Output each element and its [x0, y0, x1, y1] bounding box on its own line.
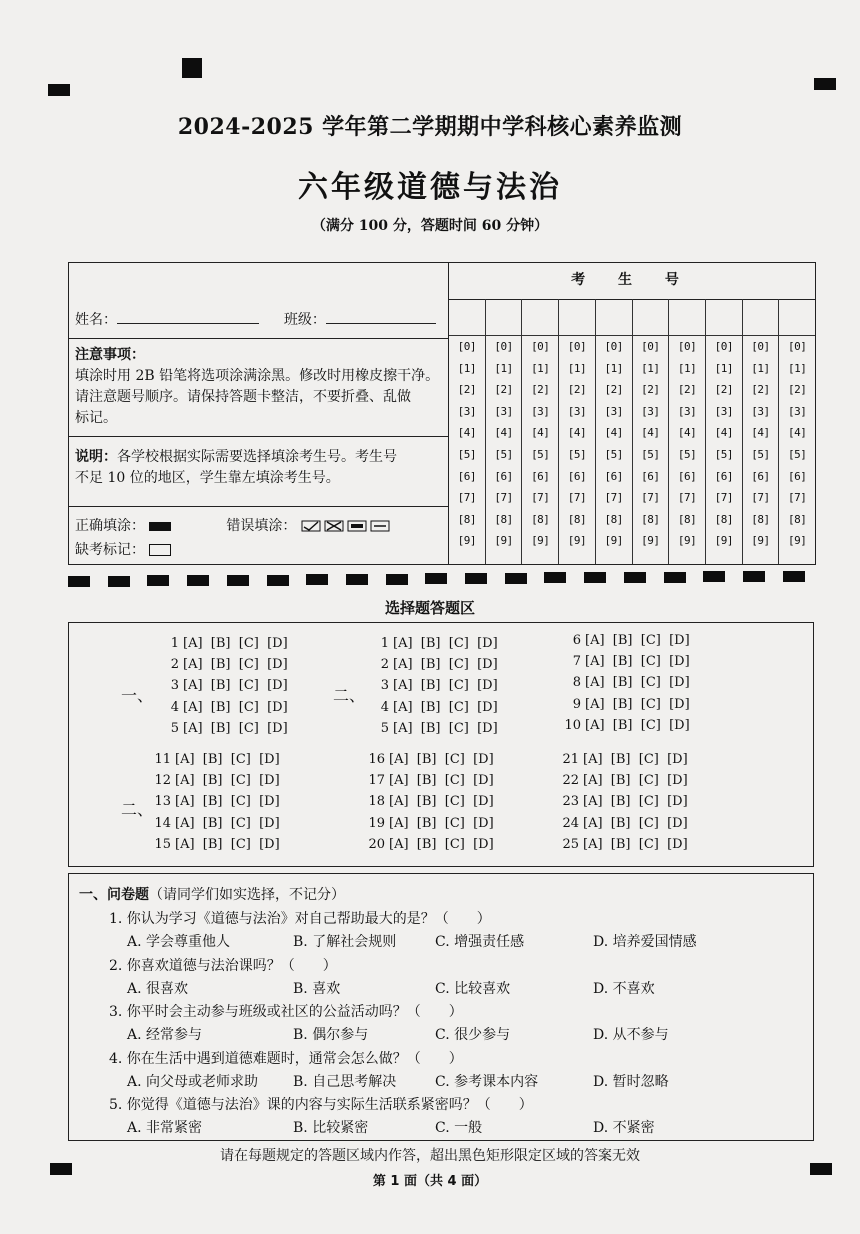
exam-number-title: 考 生 号	[449, 263, 815, 300]
question-number: 2	[380, 657, 389, 673]
digit-bubble[interactable]: [8]	[494, 512, 513, 526]
answer-row[interactable]	[365, 816, 494, 831]
survey-option[interactable]: B. 自己思考解决	[293, 1073, 397, 1090]
survey-section	[68, 873, 814, 1141]
option-bubbles[interactable]: [A] [B] [C] [D]	[389, 752, 494, 767]
student-info-box	[68, 262, 816, 565]
survey-heading: 一、问卷题	[79, 887, 149, 903]
name-field[interactable]	[117, 309, 259, 324]
question-number: 5	[170, 720, 179, 736]
digit-bubble[interactable]: [1]	[714, 361, 733, 375]
timing-mark	[227, 575, 249, 586]
option-bubbles[interactable]: [A] [B] [C] [D]	[183, 657, 288, 673]
digit-bubble[interactable]: [2]	[457, 383, 477, 397]
group-label: 一、	[121, 686, 154, 705]
digit-bubble[interactable]: [5]	[604, 447, 623, 461]
question-number: 19	[368, 815, 385, 831]
question-number: 11	[154, 752, 171, 767]
digit-bubble[interactable]: [2]	[714, 383, 733, 397]
answer-row[interactable]	[159, 678, 288, 693]
timing-mark	[743, 571, 765, 582]
digit-bubble[interactable]: [9]	[604, 534, 623, 548]
exam-number-column	[449, 299, 486, 564]
digit-bubble[interactable]: [3]	[494, 404, 513, 418]
name-class-row	[69, 263, 448, 339]
digit-bubble[interactable]: [5]	[714, 447, 733, 461]
page-number: 第 1 面（共 4 面）	[372, 1174, 488, 1189]
exam-number-write-box[interactable]	[486, 299, 522, 336]
digit-bubble[interactable]: [7]	[677, 491, 697, 505]
answer-row[interactable]	[151, 752, 280, 767]
answer-row[interactable]	[159, 657, 288, 672]
digit-bubble[interactable]: [8]	[714, 512, 733, 526]
digit-bubble[interactable]: [3]	[604, 404, 623, 418]
digit-bubble[interactable]: [9]	[641, 534, 660, 548]
digit-bubble[interactable]: [8]	[751, 512, 770, 526]
exam-number-column	[522, 299, 559, 564]
digit-bubble[interactable]: [9]	[714, 534, 733, 548]
footer-warning: 请在每题规定的答题区域内作答，超出黑色矩形限定区域的答案无效	[220, 1148, 640, 1164]
option-bubbles[interactable]: [A] [B] [C] [D]	[175, 794, 280, 810]
digit-bubble[interactable]: [5]	[751, 447, 770, 461]
question-number: 3	[380, 678, 389, 694]
digit-bubble[interactable]: [2]	[751, 383, 770, 397]
option-bubbles[interactable]: [A] [B] [C] [D]	[583, 773, 688, 789]
timing-mark	[306, 574, 328, 585]
option-bubbles[interactable]: [A] [B] [C] [D]	[583, 752, 688, 767]
notice-line: 请注意题号顺序。请保持答题卡整洁，不要折叠、乱做	[75, 389, 411, 405]
answer-row[interactable]	[559, 773, 688, 788]
option-bubbles[interactable]: [A] [B] [C] [D]	[175, 752, 280, 767]
timing-mark	[425, 573, 447, 584]
digit-bubble[interactable]: [4]	[641, 426, 660, 440]
digit-bubble[interactable]: [9]	[751, 534, 770, 548]
timing-mark	[346, 574, 368, 585]
answer-row[interactable]	[365, 837, 494, 852]
survey-option[interactable]: A. 向父母或老师求助	[127, 1073, 259, 1090]
survey-option[interactable]: A. 很喜欢	[127, 980, 189, 997]
option-bubbles[interactable]: [A] [B] [C] [D]	[393, 699, 498, 715]
digit-bubble[interactable]: [3]	[567, 404, 587, 418]
notice-section	[69, 339, 448, 437]
digit-bubble[interactable]: [7]	[751, 491, 770, 505]
option-bubbles[interactable]: [A] [B] [C] [D]	[389, 773, 494, 789]
digit-bubble[interactable]: [1]	[457, 361, 477, 375]
answer-row[interactable]	[559, 837, 688, 852]
digit-bubble[interactable]: [0]	[641, 340, 660, 353]
survey-option[interactable]: C. 比较喜欢	[435, 980, 511, 997]
question-number: 4	[170, 699, 179, 715]
answer-row[interactable]	[561, 654, 690, 669]
name-label: 姓名：	[75, 312, 117, 328]
survey-question: 5. 你觉得《道德与法治》课的内容与实际生活联系紧密吗？（ ）	[109, 1097, 533, 1113]
digit-bubble[interactable]: [6]	[714, 469, 733, 483]
timing-mark	[783, 571, 805, 582]
question-number: 3	[170, 678, 179, 694]
digit-bubble[interactable]: [9]	[787, 534, 807, 548]
option-bubbles[interactable]: [A] [B] [C] [D]	[583, 815, 688, 831]
digit-bubble[interactable]: [2]	[567, 383, 587, 397]
notice-line: 填涂时用 2B 铅笔将选项涂满涂黑。修改时用橡皮擦干净。	[75, 368, 440, 384]
survey-heading-row	[79, 884, 345, 904]
explain-title: 说明：	[75, 449, 117, 465]
option-bubbles[interactable]: [A] [B] [C] [D]	[393, 678, 498, 694]
survey-option[interactable]: D. 暂时忽略	[593, 1073, 669, 1090]
digit-bubble[interactable]: [3]	[787, 404, 807, 418]
answer-row[interactable]	[369, 721, 498, 736]
digit-bubble[interactable]: [1]	[787, 361, 807, 375]
option-bubbles[interactable]: [A] [B] [C] [D]	[183, 636, 288, 651]
option-bubbles[interactable]: [A] [B] [C] [D]	[393, 636, 498, 651]
option-bubbles[interactable]: [A] [B] [C] [D]	[393, 720, 498, 736]
notice-line: 标记。	[75, 410, 117, 426]
answer-row[interactable]	[151, 794, 280, 809]
survey-option[interactable]: A. 非常紧密	[127, 1120, 203, 1136]
explain-line: 不足 10 位的地区，学生靠左填涂考生号。	[75, 470, 340, 486]
exam-number-write-box[interactable]	[633, 299, 669, 336]
survey-question: 1. 你认为学习《道德与法治》对自己帮助最大的是？（ ）	[109, 911, 491, 927]
digit-bubble[interactable]: [8]	[567, 512, 587, 526]
question-number: 4	[380, 699, 389, 715]
survey-question: 3. 你平时会主动参与班级或社区的公益活动吗？（ ）	[109, 1004, 463, 1020]
answer-row[interactable]	[561, 718, 690, 733]
timing-mark	[584, 572, 606, 583]
option-bubbles[interactable]: [A] [B] [C] [D]	[585, 717, 690, 733]
digit-bubble[interactable]: [7]	[604, 491, 623, 505]
question-number: 8	[572, 675, 581, 691]
digit-bubble[interactable]: [6]	[641, 469, 660, 483]
exam-number-write-box[interactable]	[669, 299, 705, 336]
survey-option[interactable]: C. 一般	[435, 1120, 483, 1136]
wrong-fill-samples-icon	[301, 520, 393, 532]
digit-bubble[interactable]: [2]	[787, 383, 807, 397]
group-label: 二、	[333, 686, 366, 705]
timing-mark	[624, 572, 646, 583]
timing-mark	[703, 571, 725, 582]
exam-number-write-box[interactable]	[596, 299, 632, 336]
digit-bubble[interactable]: [5]	[567, 447, 587, 461]
question-number: 10	[564, 717, 581, 733]
exam-number-write-box[interactable]	[522, 299, 558, 336]
survey-option[interactable]: B. 喜欢	[293, 980, 341, 997]
option-bubbles[interactable]: [A] [B] [C] [D]	[585, 675, 690, 691]
survey-option[interactable]: C. 很少参与	[435, 1027, 511, 1043]
notice-title: 注意事项：	[75, 347, 145, 363]
exam-number-column	[743, 299, 780, 564]
option-bubbles[interactable]: [A] [B] [C] [D]	[389, 815, 494, 831]
digit-bubble[interactable]: [8]	[787, 512, 807, 526]
answer-row[interactable]	[159, 636, 288, 651]
digit-bubble[interactable]: [0]	[677, 340, 697, 353]
question-number: 22	[562, 773, 579, 789]
exam-number-write-box[interactable]	[706, 299, 742, 336]
digit-bubble[interactable]: [2]	[677, 383, 697, 397]
digit-bubble[interactable]: [3]	[457, 404, 477, 418]
digit-bubble[interactable]: [1]	[494, 361, 513, 375]
timing-mark	[664, 572, 686, 583]
option-bubbles[interactable]: [A] [B] [C] [D]	[389, 794, 494, 810]
digit-bubble[interactable]: [7]	[567, 491, 587, 505]
option-bubbles[interactable]: [A] [B] [C] [D]	[583, 836, 688, 852]
exam-number-column	[669, 299, 706, 564]
digit-bubble[interactable]: [4]	[714, 426, 733, 440]
question-number: 6	[572, 633, 581, 648]
survey-question: 2. 你喜欢道德与法治课吗？（ ）	[109, 957, 337, 974]
survey-option[interactable]: A. 经常参与	[127, 1027, 203, 1043]
digit-bubble[interactable]: [4]	[457, 426, 477, 440]
option-bubbles[interactable]: [A] [B] [C] [D]	[585, 633, 690, 648]
survey-option[interactable]: C. 参考课本内容	[435, 1073, 539, 1090]
info-left-panel	[69, 263, 449, 564]
timing-mark	[814, 78, 836, 90]
question-number: 16	[368, 752, 385, 767]
answer-row[interactable]	[369, 636, 498, 651]
answer-row[interactable]	[365, 794, 494, 809]
digit-bubble[interactable]: [3]	[531, 404, 550, 418]
question-number: 24	[562, 815, 579, 831]
digit-bubble[interactable]: [9]	[531, 534, 550, 548]
answer-row[interactable]	[369, 700, 498, 715]
survey-option[interactable]: B. 比较紧密	[293, 1120, 369, 1136]
survey-option[interactable]: D. 不紧密	[593, 1120, 655, 1136]
digit-bubble[interactable]: [1]	[677, 361, 697, 375]
timing-mark	[48, 84, 70, 96]
question-number: 9	[572, 696, 581, 712]
correct-fill-label: 正确填涂：	[75, 518, 145, 534]
exam-number-column	[596, 299, 633, 564]
digit-bubble[interactable]: [7]	[641, 491, 660, 505]
digit-bubble[interactable]: [6]	[531, 469, 550, 483]
timing-mark	[267, 575, 289, 586]
exam-number-column	[706, 299, 743, 564]
question-number: 20	[368, 836, 385, 852]
exam-number-write-box[interactable]	[779, 299, 815, 336]
correct-fill-sample	[149, 522, 171, 531]
digit-bubble[interactable]: [8]	[641, 512, 660, 526]
exam-subtitle: （满分 100 分，答题时间 60 分钟）	[311, 218, 549, 234]
digit-bubble[interactable]: [3]	[641, 404, 660, 418]
explain-line: 各学校根据实际需要选择填涂考生号。考生号	[117, 449, 397, 465]
digit-bubble[interactable]: [8]	[604, 512, 623, 526]
digit-bubble[interactable]: [1]	[641, 361, 660, 375]
digit-bubble[interactable]: [2]	[531, 383, 550, 397]
option-bubbles[interactable]: [A] [B] [C] [D]	[175, 815, 280, 831]
digit-bubble[interactable]: [4]	[567, 426, 587, 440]
question-number: 17	[368, 773, 385, 789]
digit-bubble[interactable]: [4]	[531, 426, 550, 440]
answer-row[interactable]	[561, 633, 690, 648]
absent-label: 缺考标记：	[75, 542, 145, 558]
exam-number-write-box[interactable]	[559, 299, 595, 336]
option-bubbles[interactable]: [A] [B] [C] [D]	[389, 836, 494, 852]
digit-bubble[interactable]: [2]	[604, 383, 623, 397]
timing-mark	[465, 573, 487, 584]
digit-bubble[interactable]: [1]	[531, 361, 550, 375]
exam-number-write-box[interactable]	[743, 299, 779, 336]
digit-bubble[interactable]: [8]	[531, 512, 550, 526]
answer-row[interactable]	[369, 657, 498, 672]
absent-checkbox[interactable]	[149, 544, 171, 556]
answer-row[interactable]	[365, 752, 494, 767]
answer-area-title: 选择题答题区	[384, 599, 475, 617]
digit-bubble[interactable]: [4]	[751, 426, 770, 440]
exam-number-column	[559, 299, 596, 564]
class-label: 班级：	[283, 312, 326, 328]
digit-bubble[interactable]: [5]	[677, 447, 697, 461]
digit-bubble[interactable]: [3]	[677, 404, 697, 418]
digit-bubble[interactable]: [0]	[604, 340, 623, 353]
question-number: 13	[154, 794, 171, 810]
digit-bubble[interactable]: [6]	[567, 469, 587, 483]
digit-bubble[interactable]: [0]	[714, 340, 733, 353]
digit-bubble[interactable]: [4]	[494, 426, 513, 440]
answer-row[interactable]	[151, 837, 280, 852]
digit-bubble[interactable]: [6]	[787, 469, 807, 483]
digit-bubble[interactable]: [9]	[457, 534, 477, 548]
timing-mark	[68, 576, 90, 587]
digit-bubble[interactable]: [0]	[787, 340, 807, 353]
digit-bubble[interactable]: [0]	[457, 340, 477, 353]
digit-bubble[interactable]: [3]	[714, 404, 733, 418]
exam-number-write-box[interactable]	[449, 299, 485, 336]
survey-option[interactable]: B. 偶尔参与	[293, 1027, 369, 1043]
question-number: 15	[154, 836, 171, 852]
answer-row[interactable]	[559, 794, 688, 809]
digit-bubble[interactable]: [6]	[457, 469, 477, 483]
digit-bubble[interactable]: [0]	[494, 340, 513, 353]
digit-bubble[interactable]: [4]	[677, 426, 697, 440]
answer-row[interactable]	[369, 678, 498, 693]
option-bubbles[interactable]: [A] [B] [C] [D]	[583, 794, 688, 810]
digit-bubble[interactable]: [6]	[677, 469, 697, 483]
survey-option[interactable]: A. 学会尊重他人	[127, 934, 231, 950]
digit-bubble[interactable]: [6]	[751, 469, 770, 483]
exam-number-grid	[449, 299, 815, 564]
survey-option[interactable]: C. 增强责任感	[435, 934, 525, 950]
question-number: 2	[170, 657, 179, 673]
answer-row[interactable]	[159, 700, 288, 715]
answer-row[interactable]	[561, 675, 690, 690]
digit-bubble[interactable]: [1]	[604, 361, 623, 375]
digit-bubble[interactable]: [7]	[494, 491, 513, 505]
fill-examples	[75, 515, 393, 535]
option-bubbles[interactable]: [A] [B] [C] [D]	[183, 678, 288, 694]
digit-bubble[interactable]: [7]	[787, 491, 807, 505]
digit-bubble[interactable]: [0]	[567, 340, 587, 353]
option-bubbles[interactable]: [A] [B] [C] [D]	[585, 654, 690, 670]
answer-row[interactable]	[365, 773, 494, 788]
question-number: 12	[154, 773, 171, 789]
digit-bubble[interactable]: [6]	[604, 469, 623, 483]
wrong-fill-label: 错误填涂：	[226, 518, 297, 534]
digit-bubble[interactable]: [5]	[457, 447, 477, 461]
answer-row[interactable]	[151, 816, 280, 831]
digit-bubble[interactable]: [9]	[567, 534, 587, 548]
group-label: 二、	[121, 800, 154, 819]
answer-row[interactable]	[159, 721, 288, 736]
option-bubbles[interactable]: [A] [B] [C] [D]	[183, 699, 288, 715]
digit-bubble[interactable]: [5]	[531, 447, 550, 461]
question-number: 14	[154, 815, 171, 831]
digit-bubble[interactable]: [2]	[641, 383, 660, 397]
timing-mark	[108, 576, 130, 587]
digit-bubble[interactable]: [0]	[531, 340, 550, 353]
timing-mark	[147, 575, 169, 586]
question-number: 7	[572, 654, 581, 670]
timing-mark	[544, 572, 566, 583]
survey-heading-note: （请同学们如实选择，不记分）	[149, 887, 345, 903]
digit-bubble[interactable]: [0]	[751, 340, 770, 353]
survey-option[interactable]: D. 从不参与	[593, 1027, 669, 1043]
class-field[interactable]	[326, 309, 436, 324]
timing-mark	[386, 574, 408, 585]
digit-bubble[interactable]: [6]	[494, 469, 513, 483]
exam-number-column	[486, 299, 523, 564]
digit-bubble[interactable]: [7]	[714, 491, 733, 505]
question-number: 1	[170, 636, 179, 651]
option-bubbles[interactable]: [A] [B] [C] [D]	[393, 657, 498, 673]
absent-row	[75, 539, 171, 559]
question-number: 25	[562, 836, 579, 852]
answer-row[interactable]	[151, 773, 280, 788]
question-number: 23	[562, 794, 579, 810]
survey-question: 4. 你在生活中遇到道德难题时，通常会怎么做？（ ）	[109, 1050, 463, 1067]
digit-bubble[interactable]: [1]	[751, 361, 770, 375]
digit-bubble[interactable]: [3]	[751, 404, 770, 418]
option-bubbles[interactable]: [A] [B] [C] [D]	[175, 773, 280, 789]
exam-title: 2024-2025 学年第二学期期中学科核心素养监测	[177, 114, 683, 140]
survey-option[interactable]: D. 不喜欢	[593, 980, 655, 997]
option-bubbles[interactable]: [A] [B] [C] [D]	[183, 720, 288, 736]
digit-bubble[interactable]: [5]	[641, 447, 660, 461]
timing-mark	[505, 573, 527, 584]
digit-bubble[interactable]: [7]	[531, 491, 550, 505]
survey-option[interactable]: B. 了解社会规则	[293, 934, 397, 950]
digit-bubble[interactable]: [7]	[457, 491, 477, 505]
answer-row[interactable]	[559, 752, 688, 767]
timing-mark	[182, 58, 202, 78]
digit-bubble[interactable]: [5]	[494, 447, 513, 461]
digit-bubble[interactable]: [9]	[494, 534, 513, 548]
digit-bubble[interactable]: [4]	[787, 426, 807, 440]
survey-option[interactable]: D. 培养爱国情感	[593, 934, 697, 950]
question-number: 18	[368, 794, 385, 810]
digit-bubble[interactable]: [8]	[677, 512, 697, 526]
answer-row[interactable]	[561, 697, 690, 712]
answer-row[interactable]	[559, 816, 688, 831]
digit-bubble[interactable]: [8]	[457, 512, 477, 526]
digit-bubble[interactable]: [9]	[677, 534, 697, 548]
question-number: 21	[562, 752, 579, 767]
question-number: 5	[380, 720, 389, 736]
exam-number-column	[779, 299, 815, 564]
exam-number-column	[633, 299, 670, 564]
question-number: 1	[380, 636, 389, 651]
explain-section	[69, 437, 448, 507]
digit-bubble[interactable]: [1]	[567, 361, 587, 375]
timing-mark	[187, 575, 209, 586]
digit-bubble[interactable]: [2]	[494, 383, 513, 397]
option-bubbles[interactable]: [A] [B] [C] [D]	[585, 696, 690, 712]
subject-title: 六年级道德与法治	[298, 170, 562, 205]
option-bubbles[interactable]: [A] [B] [C] [D]	[175, 836, 280, 852]
answer-area-box	[68, 622, 814, 867]
digit-bubble[interactable]: [4]	[604, 426, 623, 440]
digit-bubble[interactable]: [5]	[787, 447, 807, 461]
